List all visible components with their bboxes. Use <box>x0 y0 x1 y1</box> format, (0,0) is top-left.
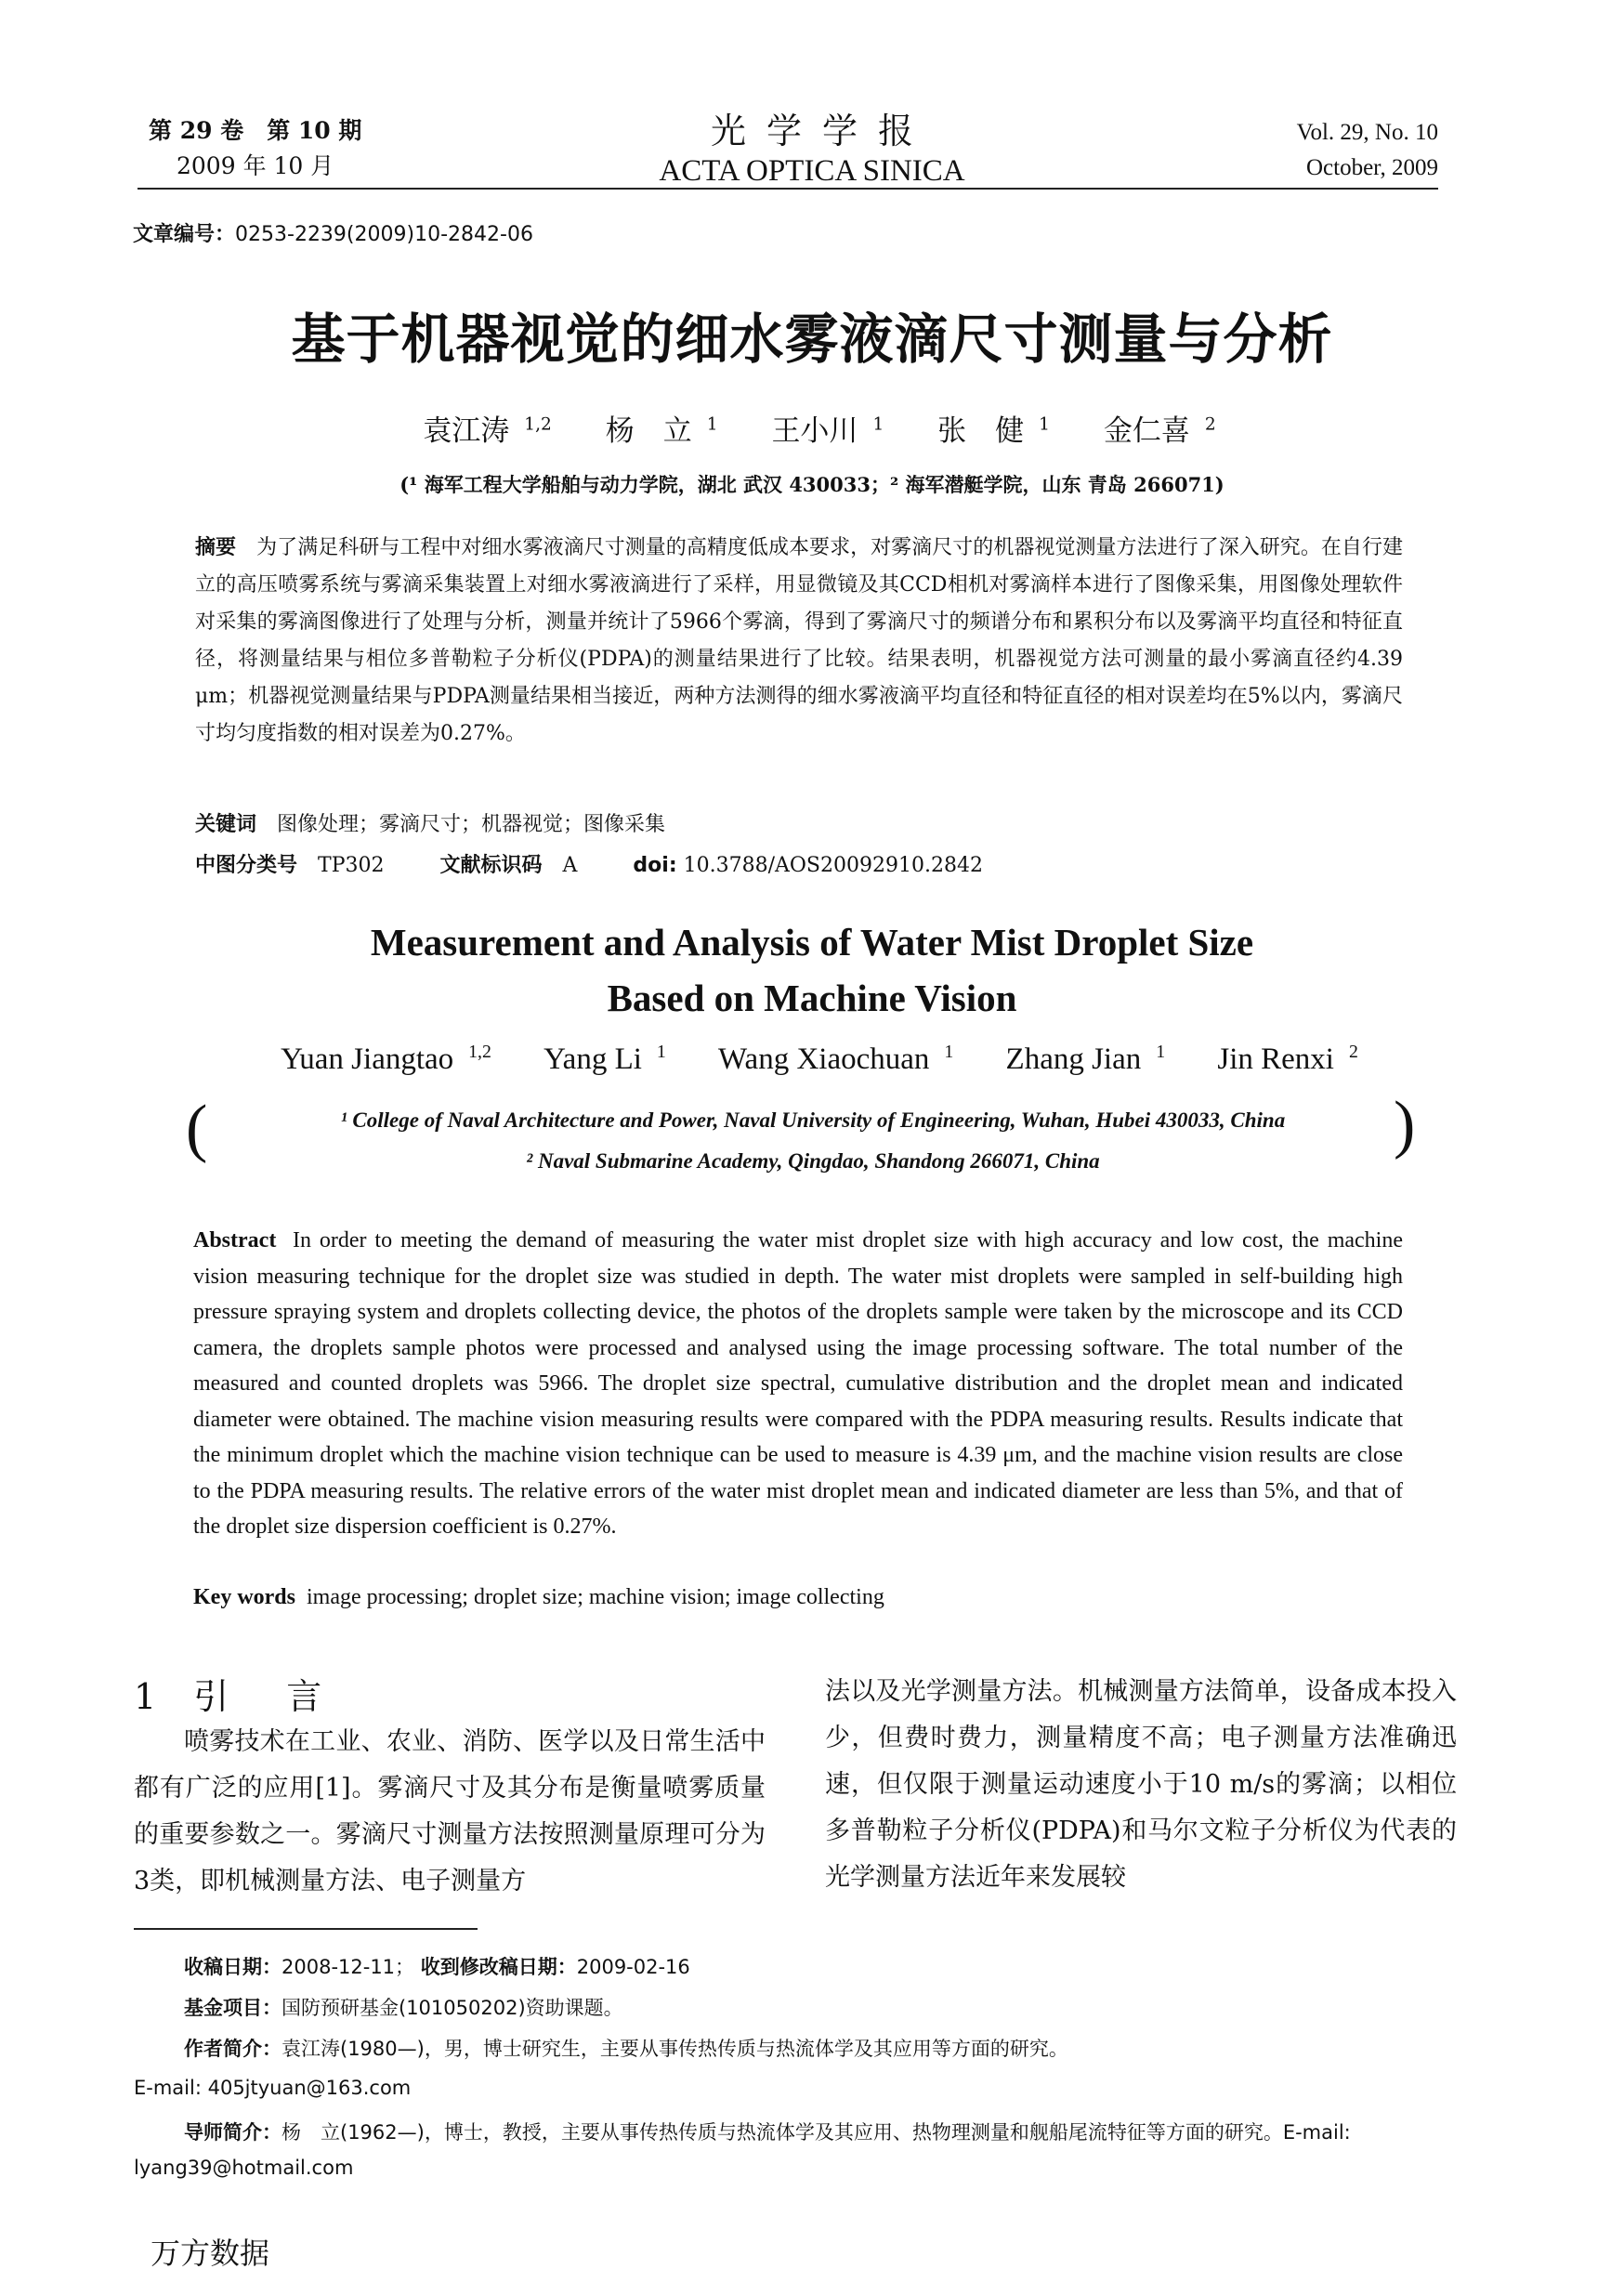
chinese-abstract <box>195 530 1403 753</box>
journal-name-en: ACTA OPTICA SINICA <box>659 154 965 188</box>
doi-value: 10.3788/AOS20092910.2842 <box>683 854 983 877</box>
footnote-author <box>134 2031 1453 2066</box>
wanfang-watermark: 万方数据 <box>151 2236 270 2271</box>
english-abstract <box>193 1223 1403 1545</box>
body-column-right <box>825 1669 1457 1901</box>
english-abstract-text: In order to meeting the demand of measuring the water mist droplet size with high accuracy and low cost, the machine vision measuring technique for the droplet size was studied in depth. The water mist droplets were sampled in self-building high pressure spraying system and droplets collecting device, the photos of the droplets sample were taken by the microscope and its CCD camera, the droplets sample photos were processed and analysed using the image processing software. The total number of the measured and counted droplets was 5966. The droplet size spectral, cumulative distribution and the droplet mean and indicated diameter were obtained. The machine vision measuring results were compared with the PDPA measuring results. Results indicate that the minimum droplet which the machine vision technique can be used to measure is 4.39 μm, and the machine vision results are close to the PDPA measuring results. The relative errors of the water mist droplet mean and indicated diameter are less than 5%, and that of the droplet size dispersion coefficient is 0.27%. <box>193 1228 1403 1539</box>
article-number-label: 文章编号： <box>133 222 236 246</box>
chinese-keywords-text: 图像处理；雾滴尺寸；机器视觉；图像采集 <box>277 813 666 836</box>
volume-number-en: Vol. 29, No. 10 <box>1296 120 1438 145</box>
footnote-fund <box>134 1990 1453 2026</box>
author-cn: 张 健 $^1$ <box>937 414 1050 448</box>
advisor-bio-value: 杨 立(1962—)，博士，教授，主要从事传热传质与热流体学及其应用、热物理测量和舰船尾流特征等方面的研究。E-mail: lyang39@hotmail.com <box>134 2121 1351 2179</box>
english-affiliation-1: ¹ College of Naval Architecture and Power, Naval University of Engineering, Wuhan, Hubei 430033, China <box>340 1108 1286 1132</box>
author-bio-label: 作者简介： <box>184 2037 282 2060</box>
chinese-keywords-label: 关键词 <box>195 813 257 836</box>
author-en: Yuan Jiangtao $^{1,2}$ <box>281 1042 491 1076</box>
chinese-abstract-label: 摘要 <box>195 536 237 559</box>
author-en: Wang Xiaochuan $^1$ <box>718 1042 954 1076</box>
english-title-line1: Measurement and Analysis of Water Mist Droplet Size <box>370 921 1254 964</box>
doc-code-value: A <box>562 854 578 877</box>
footnote-dates <box>134 1949 1453 1985</box>
chinese-authors <box>0 407 1624 449</box>
received-label: 收稿日期： <box>184 1955 282 1978</box>
author-en: Zhang Jian $^1$ <box>1005 1042 1166 1076</box>
section-number: 1 <box>134 1676 157 1717</box>
footnote-author-email: E-mail: 405jtyuan@163.com <box>134 2077 412 2099</box>
author-cn: 金仁喜 $^2$ <box>1103 414 1216 448</box>
fund-label: 基金项目： <box>184 1996 282 2019</box>
issue-date: 2009 年 10 月 <box>177 152 334 179</box>
english-title-line2: Based on Machine Vision <box>607 977 1017 1019</box>
section-heading <box>134 1668 321 1719</box>
clc-label: 中图分类号 <box>195 854 298 877</box>
english-keywords-label: Key words <box>193 1585 295 1609</box>
author-en: Yang Li $^1$ <box>544 1042 666 1076</box>
revised-value: 2009-02-16 <box>576 1956 690 1978</box>
advisor-bio-label: 导师简介： <box>184 2120 282 2144</box>
received-value: 2008-12-11； <box>282 1956 415 1978</box>
affiliation-right-paren: ) <box>1394 1089 1416 1161</box>
author-bio-value: 袁江涛(1980—)，男，博士研究生，主要从事传热传质与热流体学及其应用等方面的研究。 <box>282 2038 1068 2060</box>
chinese-abstract-text: 为了满足科研与工程中对细水雾液滴尺寸测量的高精度低成本要求，对雾滴尺寸的机器视觉测量方法进行了深入研究。在自行建立的高压喷雾系统与雾滴采集装置上对细水雾液滴进行了采样，用显微镜及其CCD相机对雾滴样本进行了图像采集，用图像处理软件对采集的雾滴图像进行了处理与分析，测量并统计了5966个雾滴，得到了雾滴尺寸的频谱分布和累积分布以及雾滴平均直径和特征直径，将测量结果与相位多普勒粒子分析仪(PDPA)的测量结果进行了比较。结果表明，机器视觉方法可测量的最小雾滴直径约4.39 μm；机器视觉测量结果与PDPA测量结果相当接近，两种方法测得的细水雾液滴平均直径和特征直径的相对误差均在5%以内，雾滴尺寸均匀度指数的相对误差为0.27%。 <box>195 536 1403 745</box>
volume-issue: 第 29 卷 第 10 期 <box>149 117 362 144</box>
author-cn: 王小川 $^1$ <box>771 414 884 448</box>
journal-name-cn: 光学学报 <box>710 111 934 151</box>
english-keywords <box>193 1585 1403 1610</box>
body-column-left <box>134 1719 766 1905</box>
doc-code-label: 文献标识码 <box>439 854 543 877</box>
chinese-keywords <box>195 807 1403 844</box>
english-authors <box>0 1043 1624 1077</box>
body-paragraph: 喷雾技术在工业、农业、消防、医学以及日常生活中都有广泛的应用[1]。雾滴尺寸及其分布是衡量喷雾质量的重要参数之一。雾滴尺寸测量方法按照测量原理可分为3类，即机械测量方法、电子测量方 <box>134 1727 766 1895</box>
article-number <box>133 218 533 247</box>
clc-value: TP302 <box>318 854 385 877</box>
author-cn: 杨 立 $^1$ <box>605 414 718 448</box>
header-rule <box>138 188 1438 190</box>
body-paragraph: 法以及光学测量方法。机械测量方法简单，设备成本投入少，但费时费力，测量精度不高；电子测量方法准确迅速，但仅限于测量运动速度小于10 m/s的雾滴；以相位多普勒粒子分析仪(PDPA)和马尔文粒子分析仪为代表的光学测量方法近年来发展较 <box>825 1677 1457 1892</box>
english-abstract-label: Abstract <box>193 1228 277 1252</box>
english-affiliation-2: ² Naval Submarine Academy, Qingdao, Shandong 266071, China <box>526 1149 1100 1173</box>
footnote-rule <box>134 1928 478 1930</box>
affiliation-left-paren: ( <box>186 1093 208 1164</box>
author-cn: 袁江涛 $^{1,2}$ <box>423 414 552 448</box>
revised-label: 收到修改稿日期： <box>420 1955 577 1978</box>
chinese-affiliation: (¹ 海军工程大学船舶与动力学院，湖北 武汉 430033；² 海军潜艇学院，山东 青岛 266071) <box>399 473 1225 496</box>
footnote-advisor <box>134 2115 1453 2185</box>
section-title-part1: 引 <box>193 1676 229 1717</box>
article-number-value: 0253-2239(2009)10-2842-06 <box>235 223 533 246</box>
english-affiliation <box>190 1100 1435 1182</box>
english-title <box>0 914 1624 1026</box>
fund-value: 国防预研基金(101050202)资助课题。 <box>282 1997 623 2019</box>
chinese-title: 基于机器视觉的细水雾液滴尺寸测量与分析 <box>291 308 1333 371</box>
issue-date-en: October, 2009 <box>1305 155 1438 180</box>
section-title-part2: 言 <box>286 1676 322 1717</box>
author-en: Jin Renxi $^2$ <box>1217 1042 1358 1076</box>
doi-label: doi: <box>633 854 677 877</box>
classification-line <box>195 847 983 885</box>
running-header-right <box>1297 115 1438 186</box>
english-keywords-text: image processing; droplet size; machine vision; image collecting <box>307 1585 884 1609</box>
